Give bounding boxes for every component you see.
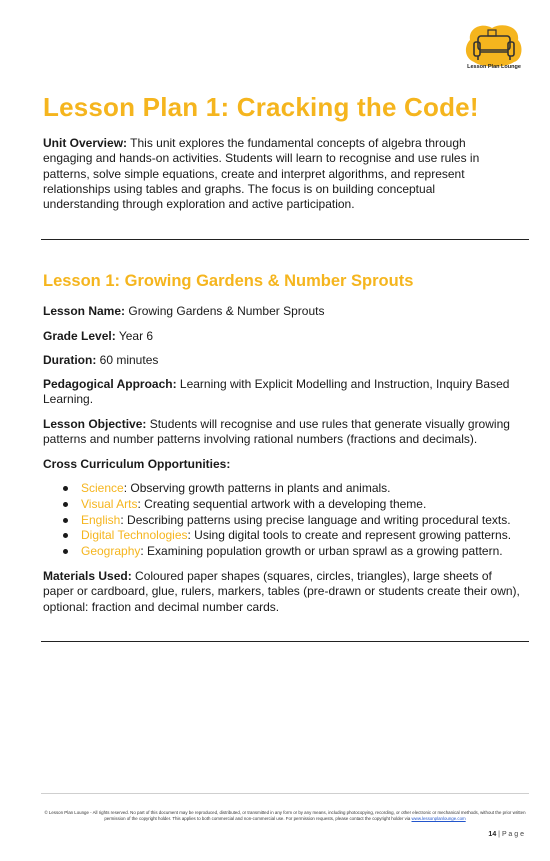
copyright-text: © Lesson Plan Lounge - All rights reserved. No part of this document may be reproduced, distributed, or transmitted in any form or by any means, including photocopying, recording, or other electronic or mechanical methods, without the prior written permission of the copyright holder. This applies to both commercial and non-commercial use. For permission requests, please contact the copyright holder via [44, 810, 526, 822]
page-separator: | [496, 831, 502, 838]
unit-overview-text: This unit explores the fundamental concepts of algebra through engaging and hands-on activities. Students will learn to recognise and use rules in patterns, solve simple equations, create and interpret algorithms, and represent relationships using tables and graphs. The focus is on building conceptual understanding through exploration and active participation. [43, 136, 480, 212]
subject-name: Visual Arts [81, 496, 138, 511]
page-number [488, 831, 524, 838]
divider [41, 239, 529, 240]
pedagogical-approach-label: Pedagogical Approach: [43, 377, 177, 391]
lesson-name-value: Growing Gardens & Number Sprouts [125, 304, 325, 318]
subject-name: Digital Technologies [81, 528, 188, 543]
grade-level [43, 329, 521, 344]
website-link[interactable]: www.lessonplanlounge.com [411, 816, 466, 822]
duration [43, 353, 521, 368]
subject-name: Geography [81, 544, 141, 559]
cross-curriculum-heading [43, 457, 521, 472]
subject-name: English [81, 512, 121, 527]
lesson-objective-label: Lesson Objective: [43, 417, 147, 431]
lesson-name [43, 304, 521, 319]
bullet-icon [63, 486, 68, 491]
list-item [63, 513, 523, 529]
subject-text: : Creating sequential artwork with a developing theme. [137, 496, 427, 511]
pedagogical-approach [43, 377, 521, 408]
bullet-icon [63, 518, 68, 523]
footer-copyright [44, 810, 526, 822]
divider [41, 641, 529, 642]
page-title: Lesson Plan 1: Cracking the Code! [43, 92, 479, 122]
grade-level-label: Grade Level: [43, 329, 116, 343]
page-word: P a g e [501, 831, 524, 838]
page-number-value: 14 [488, 831, 497, 838]
cross-curriculum-label: Cross Curriculum Opportunities: [43, 457, 231, 471]
bullet-icon [63, 502, 68, 507]
footer-divider [41, 793, 529, 794]
subject-text: : Examining population growth or urban sprawl as a growing pattern. [140, 544, 503, 559]
unit-overview-label: Unit Overview: [43, 136, 128, 150]
cross-curriculum-list [63, 481, 523, 560]
bullet-icon [63, 549, 68, 554]
duration-value: 60 minutes [96, 353, 159, 367]
subject-text: : Observing growth patterns in plants and animals. [123, 481, 391, 495]
list-item [63, 481, 523, 497]
lesson-heading: Lesson 1: Growing Gardens & Number Sprouts [43, 272, 414, 290]
lesson-name-label: Lesson Name: [43, 304, 126, 318]
materials-used-label: Materials Used: [43, 569, 132, 583]
list-item [63, 544, 523, 560]
pedagogical-approach-value: Learning with Explicit Modelling and Instruction, Inquiry Based Learning. [43, 377, 510, 407]
subject-text: : Describing patterns using precise language and writing procedural texts. [120, 512, 511, 527]
materials-used-value: Coloured paper shapes (squares, circles, triangles), large sheets of paper or cardboard, glue, rulers, markers, tables (pre-drawn or students create their own), optional: fraction and decimal number cards. [43, 569, 520, 614]
list-item [63, 528, 523, 544]
subject-text: : Using digital tools to create and represent growing patterns. [187, 528, 512, 543]
logo-text: Lesson Plan Lounge [467, 64, 521, 70]
grade-level-value: Year 6 [115, 329, 154, 343]
subject-name: Science [81, 481, 124, 495]
unit-overview [43, 136, 513, 212]
lesson-objective [43, 417, 521, 448]
list-item [63, 497, 523, 513]
lesson-objective-value: Students will recognise and use rules that generate visually growing patterns and number patterns involving rational numbers (fractions and decimals). [43, 417, 510, 447]
materials-used [43, 569, 521, 615]
duration-label: Duration: [43, 353, 97, 367]
bullet-icon [63, 533, 68, 538]
